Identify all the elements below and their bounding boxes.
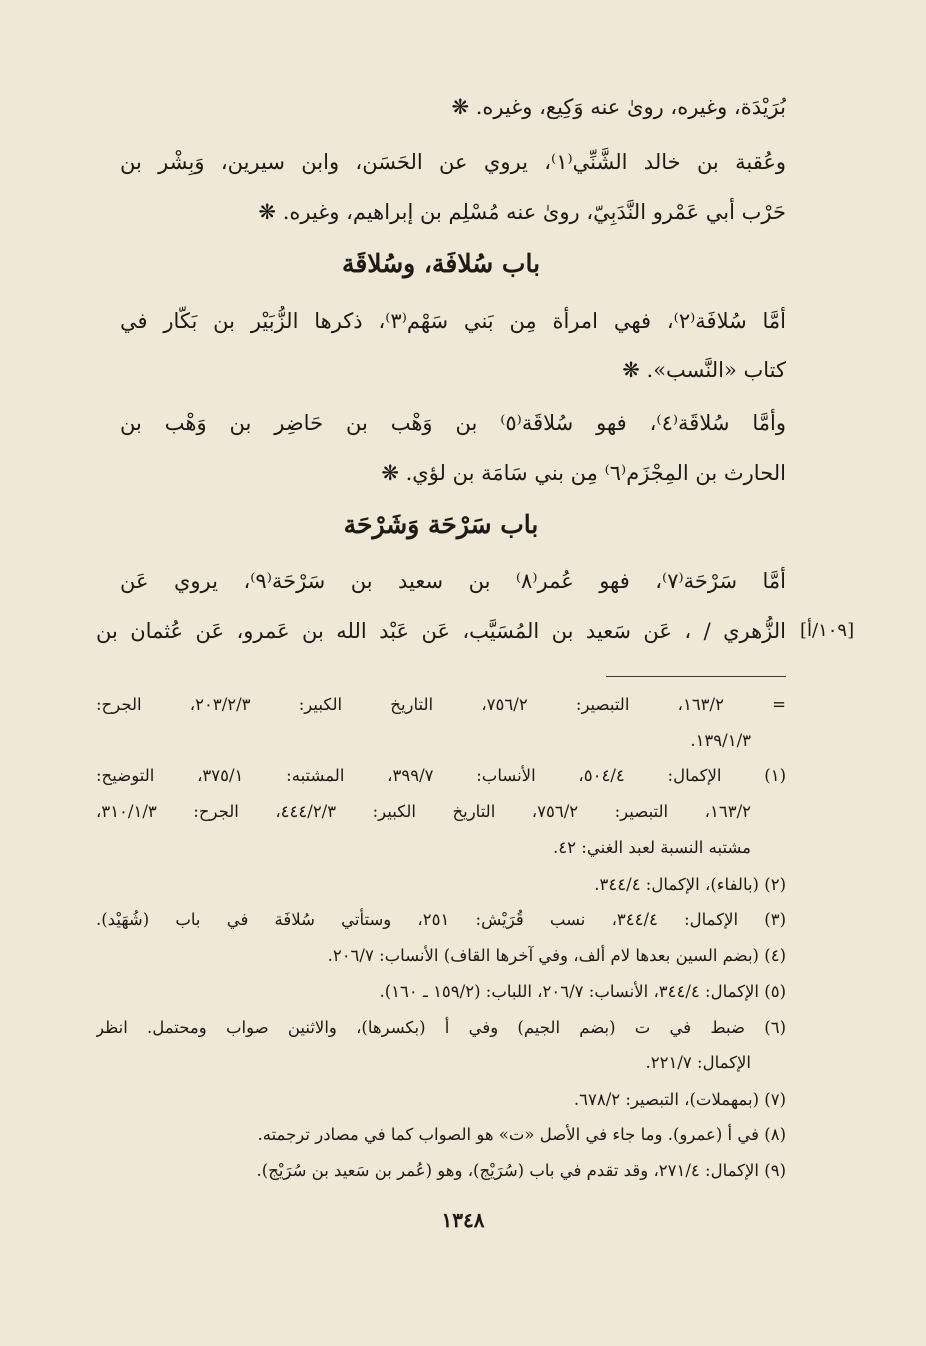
body-line-6: وأمَّا سُلاقَة⁽٤⁾، فهو سُلاقَة⁽٥⁾ بن وَهْب بن حَاضِر بن وَهْب بن <box>120 411 786 435</box>
footnote-separator <box>606 676 786 677</box>
footnote-line-13: (٨) في أ (عمرو). وما جاء في الأصل «ت» هو الصواب كما في مصادر ترجمته. <box>257 1125 786 1144</box>
body-line-3: حَرْب أبي عَمْرو النَّدَبِيّ، روىٰ عنه مُسْلِم بن إبراهيم، وغيره. ❋ <box>258 200 786 224</box>
footnote-line-11: الإكمال: ٢٢١/٧. <box>645 1053 751 1072</box>
footnote-line-3: (١) الإكمال: ٥٠٤/٤، الأنساب: ٣٩٩/٧، المشتبه: ٣٧٥/١، التوضيح: <box>96 766 786 785</box>
folio-marginal-reference: [١٠٩/أ] <box>800 620 855 641</box>
body-line-4: أمَّا سُلافَة⁽٢⁾، فهي امرأة مِن بَني سَهْم⁽٣⁾، ذكرها الزُّبَيْر بن بَكَّار في <box>120 309 786 333</box>
body-line-1: بُرَيْدَة، وغيره، روىٰ عنه وَكِيع، وغيره. ❋ <box>451 95 786 119</box>
footnote-line-8: (٤) (بضم السين بعدها لام ألف، وفي آخرها القاف) الأنساب: ٢٠٦/٧. <box>327 946 786 965</box>
body-line-7: الحارث بن المِجْزَم⁽٦⁾ مِن بني سَامَة بن لؤي. ❋ <box>381 461 786 485</box>
footnote-line-1: = ١٦٣/٢، التبصير: ٧٥٦/٢، التاريخ الكبير: ٢٠٣/٢/٣، الجرح: <box>96 695 786 714</box>
footnote-line-10: (٦) ضبط في ت (بضم الجيم) وفي أ (بكسرها)، والاثنين صواب ومحتمل. انظر <box>96 1018 786 1037</box>
footnote-line-4: ١٦٣/٢، التبصير: ٧٥٦/٢، التاريخ الكبير: ٤٤٤/٢/٣، الجرح: ٣١٠/١/٣، <box>96 802 751 821</box>
body-line-2: وعُقبة بن خالد الشَّنِّي⁽١⁾، يروي عن الحَسَن، وابن سيرين، وَبِشْر بن <box>120 150 786 174</box>
footnote-line-14: (٩) الإكمال: ٢٧١/٤، وقد تقدم في باب (سُرَيْج)، وهو (عُمر بن سَعيد بن سُرَيْج). <box>256 1161 786 1180</box>
section-heading-2: باب سَرْحَة وَشَرْحَة <box>343 510 539 539</box>
footnote-line-9: (٥) الإكمال: ٣٤٤/٤، الأنساب: ٢٠٦/٧، اللباب: (١٥٩/٢ ـ ١٦٠). <box>379 982 786 1001</box>
footnote-line-6: (٢) (بالفاء)، الإكمال: ٣٤٤/٤. <box>594 875 786 894</box>
section-heading-1: باب سُلافَة، وسُلاقَة <box>341 249 541 278</box>
body-line-5: كتاب «النَّسب». ❋ <box>622 358 786 382</box>
footnote-line-7: (٣) الإكمال: ٣٤٤/٤، نسب قُرَيْش: ٢٥١، وستأتي سُلافَة في باب (شُهَيْد). <box>96 910 786 929</box>
page-number: ١٣٤٨ <box>441 1208 485 1232</box>
body-line-8: أمَّا سَرْحَة⁽٧⁾، فهو عُمر⁽٨⁾ بن سعيد بن سَرْحَة⁽٩⁾، يروي عَن <box>120 569 786 593</box>
footnote-line-12: (٧) (بمهملات)، التبصير: ٦٧٨/٢. <box>573 1090 786 1109</box>
body-line-9: الزُّهري / ، عَن سَعيد بن المُسَيَّب، عَن عَبْد الله بن عَمرو، عَن عُثمان بن <box>96 619 786 643</box>
footnote-line-5: مشتبه النسبة لعبد الغني: ٤٢. <box>553 838 751 857</box>
footnote-line-2: ١٣٩/١/٣. <box>690 731 751 750</box>
